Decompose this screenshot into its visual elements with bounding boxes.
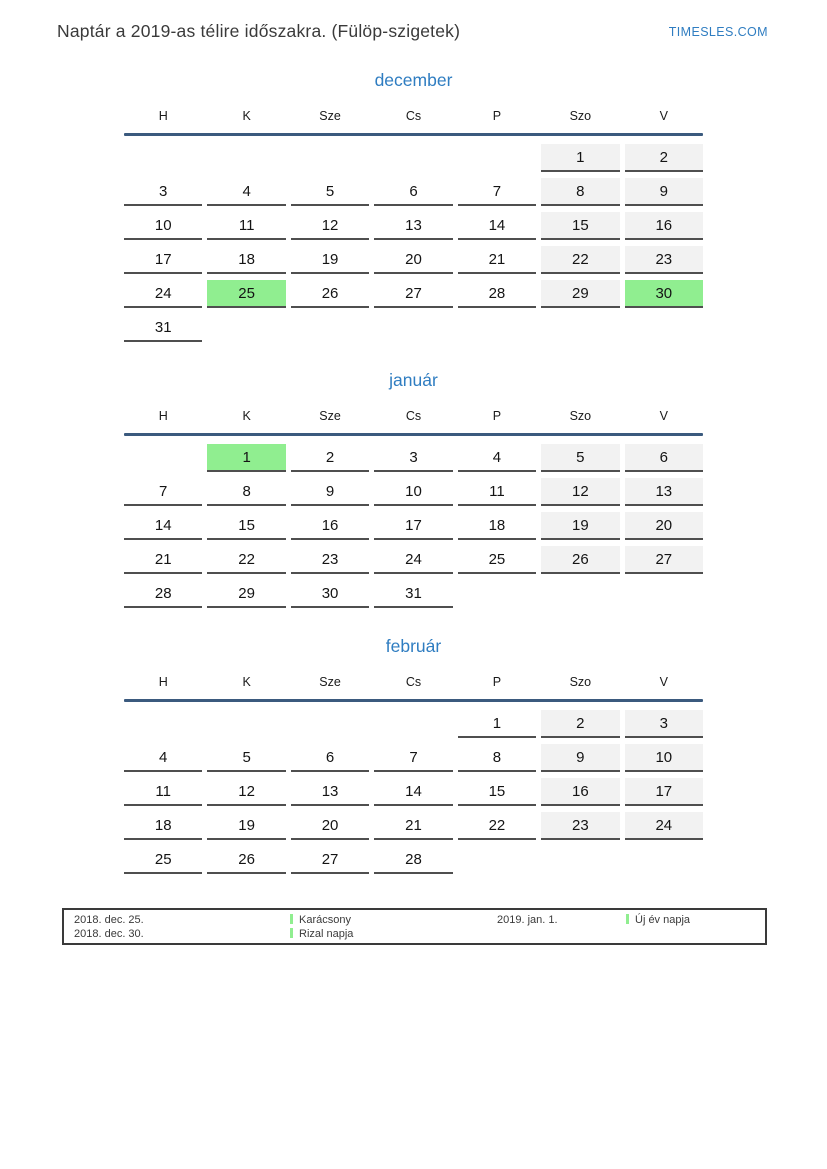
legend-spacer — [626, 928, 765, 942]
month-december — [124, 70, 703, 342]
legend-label: Új év napja — [635, 914, 691, 926]
legend-grid — [64, 910, 765, 941]
day-cell: 13 — [291, 778, 369, 806]
day-cell-empty — [124, 444, 202, 472]
day-cell: 26 — [207, 846, 285, 874]
day-cell-weekend: 8 — [541, 178, 619, 206]
day-cell-weekend: 6 — [625, 444, 703, 472]
day-cell: 25 — [458, 546, 536, 574]
holiday-marker-icon — [626, 914, 629, 924]
weekday-header: H — [158, 675, 168, 689]
month-title: január — [389, 370, 438, 390]
weekday-header-row — [124, 109, 703, 133]
day-cell: 23 — [291, 546, 369, 574]
day-cell-empty — [541, 846, 619, 874]
day-cell-weekend: 2 — [625, 144, 703, 172]
day-cell: 2 — [291, 444, 369, 472]
day-cell-weekend: 16 — [541, 778, 619, 806]
day-cell: 24 — [374, 546, 452, 574]
day-cell: 6 — [374, 178, 452, 206]
weekday-header: H — [158, 409, 168, 423]
day-cell-empty — [625, 846, 703, 874]
day-cell: 27 — [291, 846, 369, 874]
weekday-header: Cs — [405, 675, 422, 689]
day-cell: 28 — [124, 580, 202, 608]
weekday-header: K — [242, 109, 251, 123]
months — [124, 70, 703, 874]
holiday-marker-icon — [290, 914, 293, 924]
day-cell-weekend: 17 — [625, 778, 703, 806]
month-title: február — [385, 636, 442, 656]
day-cell: 3 — [374, 444, 452, 472]
day-cell: 3 — [124, 178, 202, 206]
day-cell: 9 — [291, 478, 369, 506]
day-cell-empty — [625, 314, 703, 342]
day-cell: 12 — [207, 778, 285, 806]
weekday-header: V — [659, 109, 668, 123]
brand-link[interactable]: TIMESLES.COM — [668, 25, 768, 39]
day-cell: 21 — [374, 812, 452, 840]
weekday-header: P — [492, 409, 502, 423]
weekday-header: V — [659, 409, 668, 423]
day-cell: 30 — [291, 580, 369, 608]
day-cell: 7 — [458, 178, 536, 206]
day-cell-empty — [291, 314, 369, 342]
day-cell-weekend: 1 — [541, 144, 619, 172]
day-cell: 8 — [458, 744, 536, 772]
day-cell-empty — [207, 144, 285, 172]
page-title: Naptár a 2019-as télire időszakra. (Fülöp-szigetek) — [57, 21, 461, 41]
day-cell: 20 — [374, 246, 452, 274]
header-line — [124, 699, 703, 702]
day-cell: 5 — [291, 178, 369, 206]
holiday-marker-icon — [290, 928, 293, 938]
day-cell: 21 — [124, 546, 202, 574]
day-cell-weekend: 27 — [625, 546, 703, 574]
day-grid — [124, 144, 703, 342]
weekday-header: P — [492, 109, 502, 123]
weekday-header: H — [158, 109, 168, 123]
day-cell-weekend: 16 — [625, 212, 703, 240]
header-line — [124, 433, 703, 436]
day-cell: 29 — [207, 580, 285, 608]
day-cell: 13 — [374, 212, 452, 240]
page-header — [0, 0, 827, 42]
day-cell: 28 — [374, 846, 452, 874]
day-cell-empty — [541, 314, 619, 342]
weekday-header: K — [242, 409, 251, 423]
day-cell-empty — [207, 710, 285, 738]
legend-spacer — [497, 928, 626, 942]
weekday-header: K — [242, 675, 251, 689]
weekday-header: Sze — [319, 675, 341, 689]
day-cell-weekend: 5 — [541, 444, 619, 472]
weekday-header: Szo — [569, 109, 592, 123]
day-cell: 7 — [374, 744, 452, 772]
day-cell: 8 — [207, 478, 285, 506]
day-cell: 22 — [458, 812, 536, 840]
day-cell: 20 — [291, 812, 369, 840]
day-cell: 10 — [374, 478, 452, 506]
day-cell: 31 — [124, 314, 202, 342]
day-cell: 4 — [124, 744, 202, 772]
day-cell: 14 — [458, 212, 536, 240]
month-február — [124, 636, 703, 874]
day-cell-weekend: 23 — [541, 812, 619, 840]
day-cell-weekend: 26 — [541, 546, 619, 574]
day-cell-empty — [625, 580, 703, 608]
legend-label: Rizal napja — [299, 927, 354, 940]
day-cell-empty — [458, 580, 536, 608]
legend-box — [62, 908, 767, 945]
day-cell: 31 — [374, 580, 452, 608]
day-cell-empty — [207, 314, 285, 342]
weekday-header: Sze — [319, 409, 341, 423]
day-cell-empty — [374, 314, 452, 342]
weekday-header: Cs — [405, 409, 422, 423]
day-cell: 4 — [207, 178, 285, 206]
day-cell: 25 — [124, 846, 202, 874]
day-cell-weekend: 10 — [625, 744, 703, 772]
day-cell: 17 — [374, 512, 452, 540]
day-cell-empty — [458, 144, 536, 172]
day-cell: 17 — [124, 246, 202, 274]
day-cell-weekend: 3 — [625, 710, 703, 738]
day-cell: 4 — [458, 444, 536, 472]
day-cell-weekend: 12 — [541, 478, 619, 506]
legend-item — [290, 928, 497, 942]
day-cell-empty — [374, 710, 452, 738]
legend-date: 2018. dec. 25. — [74, 914, 144, 926]
day-cell-weekend: 23 — [625, 246, 703, 274]
day-cell: 19 — [291, 246, 369, 274]
day-cell-holiday: 30 — [625, 280, 703, 308]
day-cell-weekend: 13 — [625, 478, 703, 506]
legend-label: Karácsony — [299, 914, 351, 926]
day-cell-empty — [458, 846, 536, 874]
day-cell-weekend: 24 — [625, 812, 703, 840]
day-cell: 27 — [374, 280, 452, 308]
day-cell: 28 — [458, 280, 536, 308]
day-cell-empty — [291, 710, 369, 738]
day-cell-empty — [124, 710, 202, 738]
day-cell: 18 — [124, 812, 202, 840]
day-cell: 21 — [458, 246, 536, 274]
legend-date: 2018. dec. 30. — [74, 927, 144, 940]
day-cell-empty — [458, 314, 536, 342]
weekday-header: Szo — [569, 409, 592, 423]
day-cell-weekend: 20 — [625, 512, 703, 540]
day-cell: 19 — [207, 812, 285, 840]
day-cell: 22 — [207, 546, 285, 574]
day-cell-weekend: 22 — [541, 246, 619, 274]
header-line — [124, 133, 703, 136]
day-cell: 11 — [207, 212, 285, 240]
month-title: december — [374, 70, 453, 90]
day-cell-holiday: 1 — [207, 444, 285, 472]
legend-item — [290, 914, 497, 928]
day-cell: 14 — [374, 778, 452, 806]
month-január — [124, 370, 703, 608]
day-cell: 10 — [124, 212, 202, 240]
weekday-header-row — [124, 675, 703, 699]
day-cell-weekend: 15 — [541, 212, 619, 240]
day-cell: 1 — [458, 710, 536, 738]
day-cell-weekend: 29 — [541, 280, 619, 308]
day-cell-weekend: 9 — [541, 744, 619, 772]
day-cell: 12 — [291, 212, 369, 240]
weekday-header: Sze — [319, 109, 341, 123]
day-cell-weekend: 9 — [625, 178, 703, 206]
day-cell: 11 — [458, 478, 536, 506]
day-cell: 16 — [291, 512, 369, 540]
weekday-header: P — [492, 675, 502, 689]
day-cell: 5 — [207, 744, 285, 772]
day-cell-weekend: 19 — [541, 512, 619, 540]
day-cell-holiday: 25 — [207, 280, 285, 308]
day-cell: 7 — [124, 478, 202, 506]
legend-item — [626, 914, 765, 928]
day-cell-weekend: 2 — [541, 710, 619, 738]
day-cell: 11 — [124, 778, 202, 806]
day-cell: 15 — [458, 778, 536, 806]
weekday-header: Szo — [569, 675, 592, 689]
day-cell: 26 — [291, 280, 369, 308]
day-cell-empty — [374, 144, 452, 172]
day-cell-empty — [124, 144, 202, 172]
day-cell: 14 — [124, 512, 202, 540]
weekday-header-row — [124, 409, 703, 433]
day-cell-empty — [541, 580, 619, 608]
weekday-header: Cs — [405, 109, 422, 123]
day-cell: 15 — [207, 512, 285, 540]
legend-date: 2019. jan. 1. — [497, 914, 558, 926]
day-cell: 18 — [458, 512, 536, 540]
day-cell: 18 — [207, 246, 285, 274]
day-grid — [124, 710, 703, 874]
day-cell-empty — [291, 144, 369, 172]
weekday-header: V — [659, 675, 668, 689]
day-grid — [124, 444, 703, 608]
day-cell: 6 — [291, 744, 369, 772]
day-cell: 24 — [124, 280, 202, 308]
